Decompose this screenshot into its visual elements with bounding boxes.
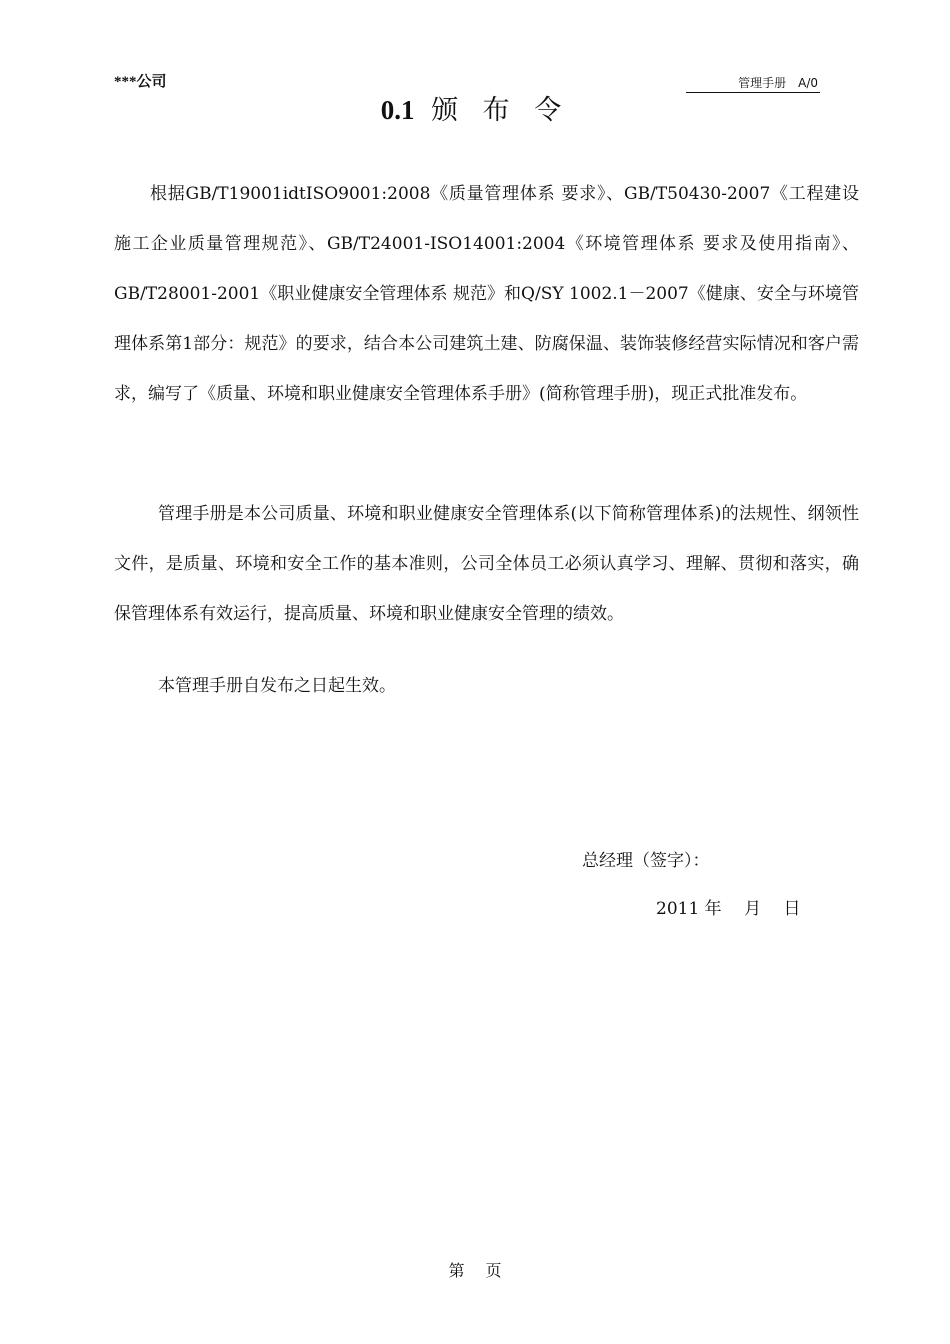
paragraph-1-text: 根据GB/T19001idtISO9001:2008《质量管理体系 要求》、GB/T50430-2007《工程建设施工企业质量管理规范》、GB/T24001-ISO14001:2004《环境管理体系 要求及使用指南》、GB/T28001-2001《职业健康安全管理体系 规范》和Q/SY 1002.1－2007《健康、安全与环境管理体系第1部分：规范》的要求，结合本公司建筑土建、防腐保温、装饰装修经营实际情况和客户需求，编写了《质量、环境和职业健康安全管理体系手册》(简称管理手册)，现正式批准发布。 bbox=[114, 184, 859, 404]
signature-date: 2011 年 月 日 bbox=[656, 899, 801, 919]
paragraph-2-text: 管理手册是本公司质量、环境和职业健康安全管理体系(以下简称管理体系)的法规性、纲领性文件，是质量、环境和安全工作的基本准则，公司全体员工必须认真学习、理解、贯彻和落实，确保管理体系有效运行，提高质量、环境和职业健康安全管理的绩效。 bbox=[114, 504, 859, 624]
page-title bbox=[0, 88, 950, 127]
title-text: 颁 布 令 bbox=[431, 95, 570, 126]
company-name: ***公司 bbox=[114, 74, 167, 90]
paragraph-purpose bbox=[114, 489, 859, 639]
title-number: 0.1 bbox=[380, 95, 415, 125]
page-number: 第 页 bbox=[448, 1261, 502, 1280]
paragraph-3-text: 本管理手册自发布之日起生效。 bbox=[158, 676, 396, 696]
paragraph-basis bbox=[114, 169, 859, 419]
manual-version-header: 管理手册 A/0 bbox=[686, 74, 820, 93]
paragraph-effective bbox=[114, 661, 859, 711]
signature-label: 总经理（签字）： bbox=[582, 851, 710, 871]
